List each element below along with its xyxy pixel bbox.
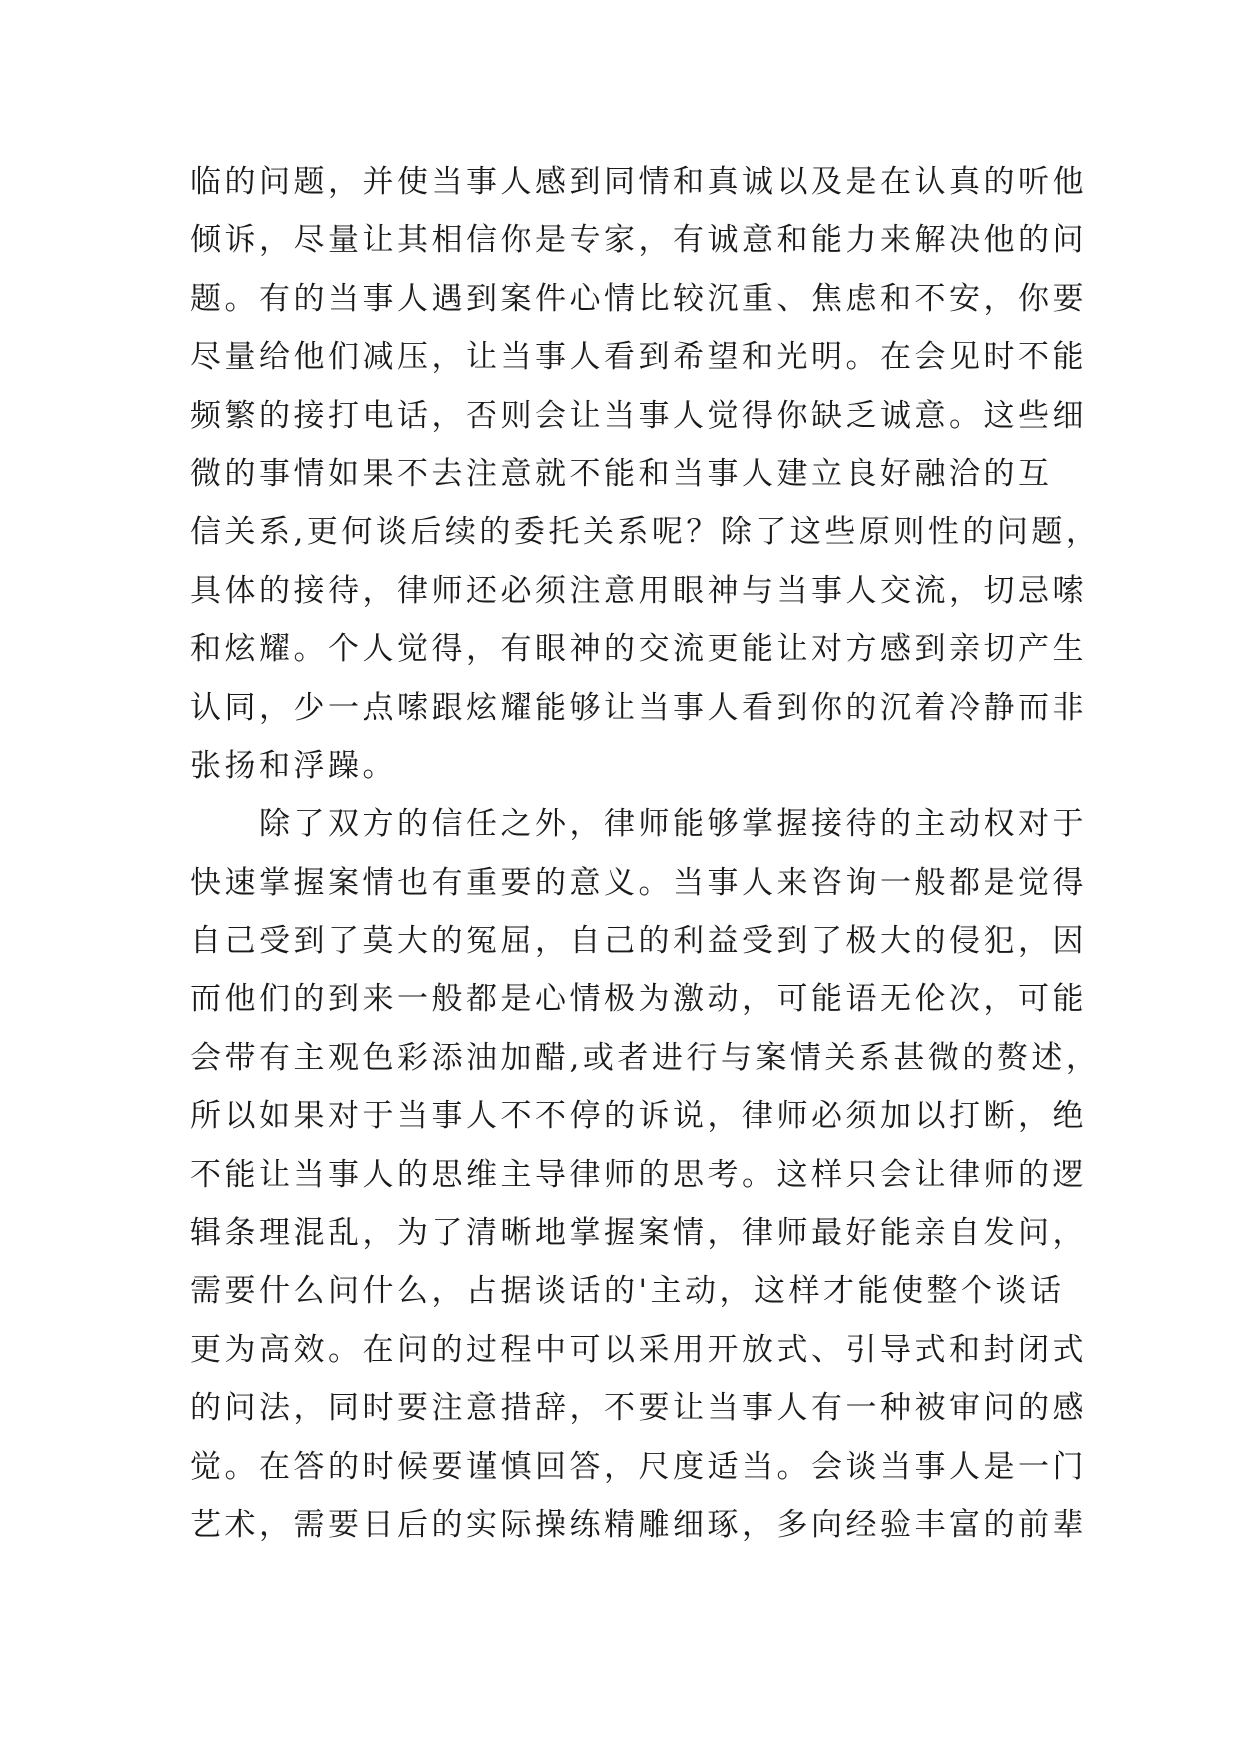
text-line: 不能让当事人的思维主导律师的思考。这样只会让律师的逻: [190, 1156, 1087, 1193]
text-line: 会带有主观色彩添油加醋,或者进行与案情关系甚微的赘述，: [190, 1039, 1101, 1076]
text-line: 信关系,更何谈后续的委托关系呢？除了这些原则性的问题，: [190, 514, 1101, 551]
text-line: 快速掌握案情也有重要的意义。当事人来咨询一般都是觉得: [190, 864, 1087, 901]
text-line: 的问法，同时要注意措辞，不要让当事人有一种被审问的感: [190, 1390, 1087, 1427]
text-line: 频繁的接打电话，否则会让当事人觉得你缺乏诚意。这些细: [190, 397, 1087, 434]
text-line: 需要什么问什么，占据谈话的'主动，这样才能使整个谈话: [190, 1273, 1065, 1310]
text-line: 尽量给他们减压，让当事人看到希望和光明。在会见时不能: [190, 339, 1087, 376]
body-text: [190, 153, 1101, 1554]
text-line: 题。有的当事人遇到案件心情比较沉重、焦虑和不安，你要: [190, 280, 1087, 317]
text-line: 自己受到了莫大的冤屈，自己的利益受到了极大的侵犯，因: [190, 923, 1087, 960]
text-line: 张扬和浮躁。: [190, 747, 397, 784]
text-line: 认同，少一点嗦跟炫耀能够让当事人看到你的沉着冷静而非: [190, 689, 1087, 726]
paragraph-first-line: 除了双方的信任之外，律师能够掌握接待的主动权对于: [259, 806, 1087, 843]
text-line: 而他们的到来一般都是心情极为激动，可能语无伦次，可能: [190, 981, 1087, 1018]
text-line: 艺术，需要日后的实际操练精雕细琢，多向经验丰富的前辈: [190, 1506, 1087, 1543]
text-line: 更为高效。在问的过程中可以采用开放式、引导式和封闭式: [190, 1331, 1087, 1368]
text-line: 觉。在答的时候要谨慎回答，尺度适当。会谈当事人是一门: [190, 1448, 1087, 1485]
text-line: 所以如果对于当事人不不停的诉说，律师必须加以打断，绝: [190, 1098, 1087, 1135]
text-line: 和炫耀。个人觉得，有眼神的交流更能让对方感到亲切产生: [190, 631, 1087, 668]
text-line: 辑条理混乱，为了清晰地掌握案情，律师最好能亲自发问，: [190, 1215, 1087, 1252]
text-line: 临的问题，并使当事人感到同情和真诚以及是在认真的听他: [190, 164, 1087, 200]
text-line: 微的事情如果不去注意就不能和当事人建立良好融洽的互: [190, 455, 1053, 492]
text-line: 具体的接待，律师还必须注意用眼神与当事人交流，切忌嗦: [190, 572, 1087, 609]
text-line: 倾诉，尽量让其相信你是专家，有诚意和能力来解决他的问: [190, 222, 1087, 259]
